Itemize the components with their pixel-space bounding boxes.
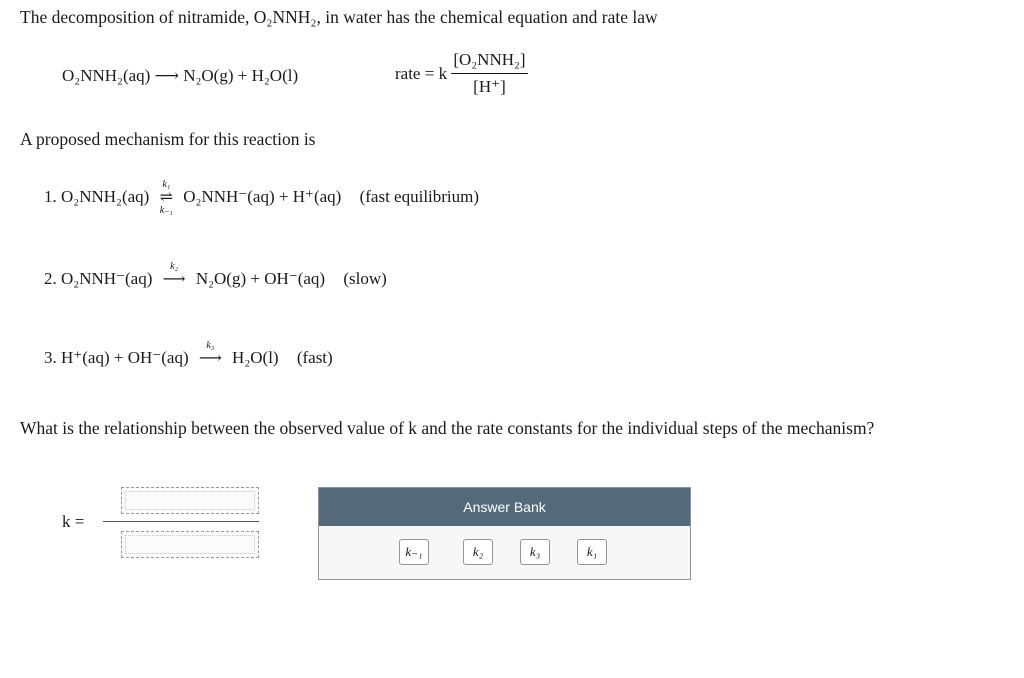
step-number: 3.	[44, 347, 57, 367]
numerator-drop-zone[interactable]	[121, 487, 259, 514]
answer-bank-body	[319, 526, 690, 579]
rate-constant: k₃	[206, 340, 215, 351]
k-equals-label: k =	[62, 512, 85, 531]
step-products: H₂O(l)	[232, 347, 279, 367]
rate-law-lhs: rate = k	[395, 63, 448, 83]
step-reactants: O₂NNH⁻(aq)	[61, 268, 153, 288]
answer-chip-k-minus-1[interactable]: k₋₁	[399, 539, 429, 565]
answer-chip-k1[interactable]: k₁	[577, 539, 607, 565]
answer-chip-k2[interactable]: k₂	[463, 539, 493, 565]
step-note: (slow)	[343, 268, 387, 288]
equilibrium-arrow-icon: ⇌	[159, 189, 173, 206]
rate-law	[395, 50, 528, 97]
step-note: (fast equilibrium)	[359, 186, 480, 206]
denominator-drop-zone[interactable]	[121, 531, 259, 558]
answer-chip-k3[interactable]: k₃	[520, 539, 550, 565]
answer-bank	[318, 487, 691, 580]
step-reactants: H⁺(aq) + OH⁻(aq)	[61, 347, 189, 367]
equilibrium-arrow	[160, 180, 173, 216]
rate-constant: k₂	[170, 261, 179, 272]
question-text: What is the relationship between the observed value of k and the rate constants for the individual steps of the mechanism?	[20, 418, 875, 438]
overall-equation: O₂NNH₂(aq) ⟶ N₂O(g) + H₂O(l)	[62, 66, 299, 85]
answer-fraction-bar	[103, 521, 259, 522]
forward-arrow	[199, 341, 222, 377]
step-products: O₂NNH⁻(aq) + H⁺(aq)	[183, 186, 342, 206]
answer-bank-title: Answer Bank	[319, 488, 690, 526]
right-arrow-icon: ⟶	[198, 350, 222, 367]
right-arrow-icon: ⟶	[162, 271, 186, 288]
mechanism-intro: A proposed mechanism for this reaction is	[20, 129, 316, 149]
step-number: 1.	[44, 186, 57, 206]
mechanism-step-3	[44, 341, 333, 377]
step-products: N₂O(g) + OH⁻(aq)	[195, 268, 326, 288]
mechanism-step-2	[44, 262, 387, 298]
rate-law-denominator: [H⁺]	[473, 77, 506, 96]
rate-constant-forward: k₁	[162, 179, 171, 190]
rate-constant-reverse: k₋₁	[159, 205, 173, 216]
rate-law-numerator: [O₂NNH₂]	[451, 50, 527, 74]
step-reactants: O₂NNH₂(aq)	[61, 186, 150, 206]
mechanism-step-1	[44, 180, 479, 216]
step-number: 2.	[44, 268, 57, 288]
intro-text: The decomposition of nitramide, O₂NNH₂, in water has the chemical equation and rate law	[20, 7, 658, 27]
forward-arrow	[163, 262, 186, 298]
rate-law-fraction	[451, 50, 527, 97]
step-note: (fast)	[296, 347, 333, 367]
